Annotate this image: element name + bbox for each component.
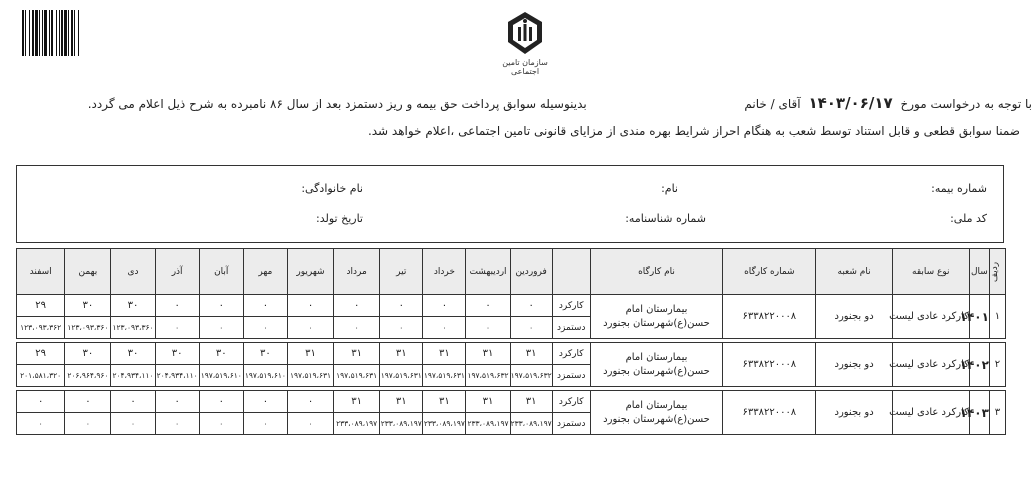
work-days-cell: ۰ — [155, 295, 199, 317]
wage-cell: ۱۲۳،۰۹۳،۳۶۲ — [17, 317, 65, 339]
work-days-cell: ۰ — [380, 295, 423, 317]
wage-cell: ۰ — [334, 317, 380, 339]
records-table — [16, 248, 1006, 435]
work-days-cell: ۳۰ — [65, 295, 111, 317]
work-days-cell: ۳۱ — [287, 343, 333, 365]
col-workshop-name: نام کارگاه — [590, 249, 722, 295]
workshop-name-cell: بیمارستان امام حسن(ع)شهرستان بجنورد — [590, 343, 722, 387]
wage-label: دستمزد — [552, 317, 590, 339]
wage-cell: ۰ — [243, 317, 287, 339]
workshop-name-cell: بیمارستان امام حسن(ع)شهرستان بجنورد — [590, 391, 722, 435]
work-days-cell: ۰ — [334, 295, 380, 317]
work-days-cell: ۳۰ — [199, 343, 243, 365]
wage-cell: ۰ — [243, 413, 287, 435]
intro-line — [88, 94, 1032, 112]
work-days-cell: ۳۰ — [111, 295, 155, 317]
wage-cell: ۰ — [17, 413, 65, 435]
intro-start: با توجه به درخواست مورخ — [900, 97, 1032, 111]
wage-cell: ۱۹۷،۵۱۹،۶۳۱ — [334, 365, 380, 387]
work-days-cell: ۳۱ — [466, 391, 510, 413]
work-days-cell: ۳۱ — [380, 343, 423, 365]
work-days-cell: ۳۰ — [111, 343, 155, 365]
work-days-cell: ۳۱ — [510, 343, 552, 365]
work-days-cell: ۳۰ — [65, 343, 111, 365]
year-cell: ۱۴۰۱ — [969, 295, 989, 339]
work-days-cell: ۰ — [287, 391, 333, 413]
wage-cell: ۱۲۳،۰۹۳،۳۶۰ — [111, 317, 155, 339]
wage-label: دستمزد — [552, 413, 590, 435]
wage-cell: ۰ — [380, 317, 423, 339]
wage-label: دستمزد — [552, 365, 590, 387]
work-days-cell: ۰ — [466, 295, 510, 317]
work-days-cell: ۳۱ — [423, 391, 466, 413]
record-type-cell: کارکرد عادی لیست — [892, 295, 969, 339]
record-row — [17, 343, 1006, 365]
work-days-cell: ۳۱ — [466, 343, 510, 365]
wage-cell: ۲۳۳،۰۸۹،۱۹۷ — [466, 413, 510, 435]
work-days-cell: ۳۰ — [243, 343, 287, 365]
header-row — [17, 249, 1006, 295]
work-days-label: کارکرد — [552, 295, 590, 317]
col-row: ردیف — [989, 249, 1005, 295]
col-record-type: نوع سابقه — [892, 249, 969, 295]
wage-cell: ۰ — [155, 317, 199, 339]
logo-caption: سازمان تامین اجتماعی — [502, 58, 548, 76]
col-month: آبان — [199, 249, 243, 295]
id-number-label: شماره شناسنامه: — [625, 212, 706, 225]
col-month: تیر — [380, 249, 423, 295]
salutation: آقای / خانم — [744, 97, 801, 111]
work-days-cell: ۳۱ — [334, 391, 380, 413]
first-name-label: نام: — [661, 182, 678, 195]
wage-cell: ۲۰۴،۹۳۴،۱۱۰ — [155, 365, 199, 387]
work-days-cell: ۰ — [423, 295, 466, 317]
national-code-label: کد ملی: — [950, 212, 987, 225]
notice-line: ضمنا سوابق قطعی و قابل استناد توسط شعب به هنگام احراز شرایط بهره مندی از مزایای قانونی تامین اجتماعی ،اعلام خواهد شد. — [367, 124, 1020, 138]
wage-cell: ۲۰۴،۹۳۴،۱۱۰ — [111, 365, 155, 387]
record-type-cell: کارکرد عادی لیست — [892, 343, 969, 387]
wage-cell: ۰ — [199, 413, 243, 435]
insured-info-box — [16, 165, 1004, 243]
wage-cell: ۰ — [199, 317, 243, 339]
work-days-cell: ۳۱ — [510, 391, 552, 413]
work-days-cell: ۰ — [243, 295, 287, 317]
work-days-cell: ۰ — [243, 391, 287, 413]
wage-cell: ۱۹۷،۵۱۹،۶۳۱ — [423, 365, 466, 387]
wage-cell: ۱۹۷،۵۱۹،۶۳۱ — [380, 365, 423, 387]
col-month: مرداد — [334, 249, 380, 295]
barcode — [22, 10, 122, 56]
work-days-cell: ۲۹ — [17, 295, 65, 317]
col-month: اسفند — [17, 249, 65, 295]
wage-cell: ۰ — [423, 317, 466, 339]
work-days-cell: ۰ — [65, 391, 111, 413]
work-days-cell: ۰ — [155, 391, 199, 413]
record-type-cell: کارکرد عادی لیست — [892, 391, 969, 435]
work-days-label: کارکرد — [552, 391, 590, 413]
wage-cell: ۲۳۳،۰۸۹،۱۹۷ — [510, 413, 552, 435]
col-year: سال — [969, 249, 989, 295]
wage-cell: ۰ — [510, 317, 552, 339]
branch-cell: دو بجنورد — [816, 391, 892, 435]
wage-cell: ۰ — [111, 413, 155, 435]
work-days-label: کارکرد — [552, 343, 590, 365]
social-security-logo — [492, 10, 558, 76]
col-month: آذر — [155, 249, 199, 295]
work-days-cell: ۰ — [510, 295, 552, 317]
intro-end: بدینوسیله سوابق پرداخت حق بیمه و ریز دستمزد بعد از سال ۸۶ نامبرده به شرح ذیل اعلام می گردد. — [87, 97, 587, 111]
wage-cell: ۱۹۷،۵۱۹،۶۱۰ — [243, 365, 287, 387]
work-days-cell: ۳۰ — [155, 343, 199, 365]
record-row — [17, 295, 1006, 317]
workshop-number-cell: ۶۳۳۸۲۲۰۰۰۸ — [723, 343, 816, 387]
workshop-number-cell: ۶۳۳۸۲۲۰۰۰۸ — [723, 295, 816, 339]
work-days-cell: ۰ — [199, 391, 243, 413]
wage-cell: ۰ — [287, 317, 333, 339]
col-month: اردیبهشت — [466, 249, 510, 295]
wage-cell: ۰ — [155, 413, 199, 435]
wage-cell: ۱۹۷،۵۱۹،۶۳۱ — [287, 365, 333, 387]
work-days-cell: ۰ — [111, 391, 155, 413]
wage-cell: ۲۳۳،۰۸۹،۱۹۷ — [423, 413, 466, 435]
wage-cell: ۰ — [65, 413, 111, 435]
branch-cell: دو بجنورد — [816, 343, 892, 387]
col-branch: نام شعبه — [816, 249, 892, 295]
branch-cell: دو بجنورد — [816, 295, 892, 339]
wage-cell: ۱۹۷،۵۱۹،۶۳۲ — [510, 365, 552, 387]
work-days-cell: ۰ — [199, 295, 243, 317]
col-month: بهمن — [65, 249, 111, 295]
wage-cell: ۱۹۷،۵۱۹،۶۳۲ — [466, 365, 510, 387]
col-month: دی — [111, 249, 155, 295]
wage-cell: ۰ — [466, 317, 510, 339]
logo-emblem-icon — [505, 10, 545, 56]
insurance-number-label: شماره بیمه: — [931, 182, 987, 195]
record-row — [17, 391, 1006, 413]
birth-date-label: تاریخ تولد: — [316, 212, 363, 225]
row-number: ۳ — [989, 391, 1005, 435]
row-number: ۲ — [989, 343, 1005, 387]
col-month: مهر — [243, 249, 287, 295]
last-name-label: نام خانوادگی: — [301, 182, 363, 195]
work-days-cell: ۰ — [287, 295, 333, 317]
year-cell: ۱۴۰۳ — [969, 391, 989, 435]
wage-cell: ۲۳۳،۰۸۹،۱۹۷ — [380, 413, 423, 435]
work-days-cell: ۳۱ — [334, 343, 380, 365]
col-month: شهریور — [287, 249, 333, 295]
col-label — [552, 249, 590, 295]
work-days-cell: ۳۱ — [380, 391, 423, 413]
col-month: خرداد — [423, 249, 466, 295]
wage-cell: ۱۹۷،۵۱۹،۶۱۰ — [199, 365, 243, 387]
work-days-cell: ۲۹ — [17, 343, 65, 365]
wage-cell: ۰ — [287, 413, 333, 435]
year-cell: ۱۴۰۲ — [969, 343, 989, 387]
wage-cell: ۲۰۶،۹۶۴،۹۶۰ — [65, 365, 111, 387]
wage-cell: ۱۲۳،۰۹۳،۳۶۰ — [65, 317, 111, 339]
col-month: فروردین — [510, 249, 552, 295]
wage-cell: ۲۳۳،۰۸۹،۱۹۷ — [334, 413, 380, 435]
row-number: ۱ — [989, 295, 1005, 339]
workshop-number-cell: ۶۳۳۸۲۲۰۰۰۸ — [723, 391, 816, 435]
workshop-name-cell: بیمارستان امام حسن(ع)شهرستان بجنورد — [590, 295, 722, 339]
request-date: ۱۴۰۳/۰۶/۱۷ — [808, 94, 893, 112]
wage-cell: ۲۰۱،۵۸۱،۳۲۰ — [17, 365, 65, 387]
work-days-cell: ۰ — [17, 391, 65, 413]
col-workshop-no: شماره کارگاه — [723, 249, 816, 295]
work-days-cell: ۳۱ — [423, 343, 466, 365]
